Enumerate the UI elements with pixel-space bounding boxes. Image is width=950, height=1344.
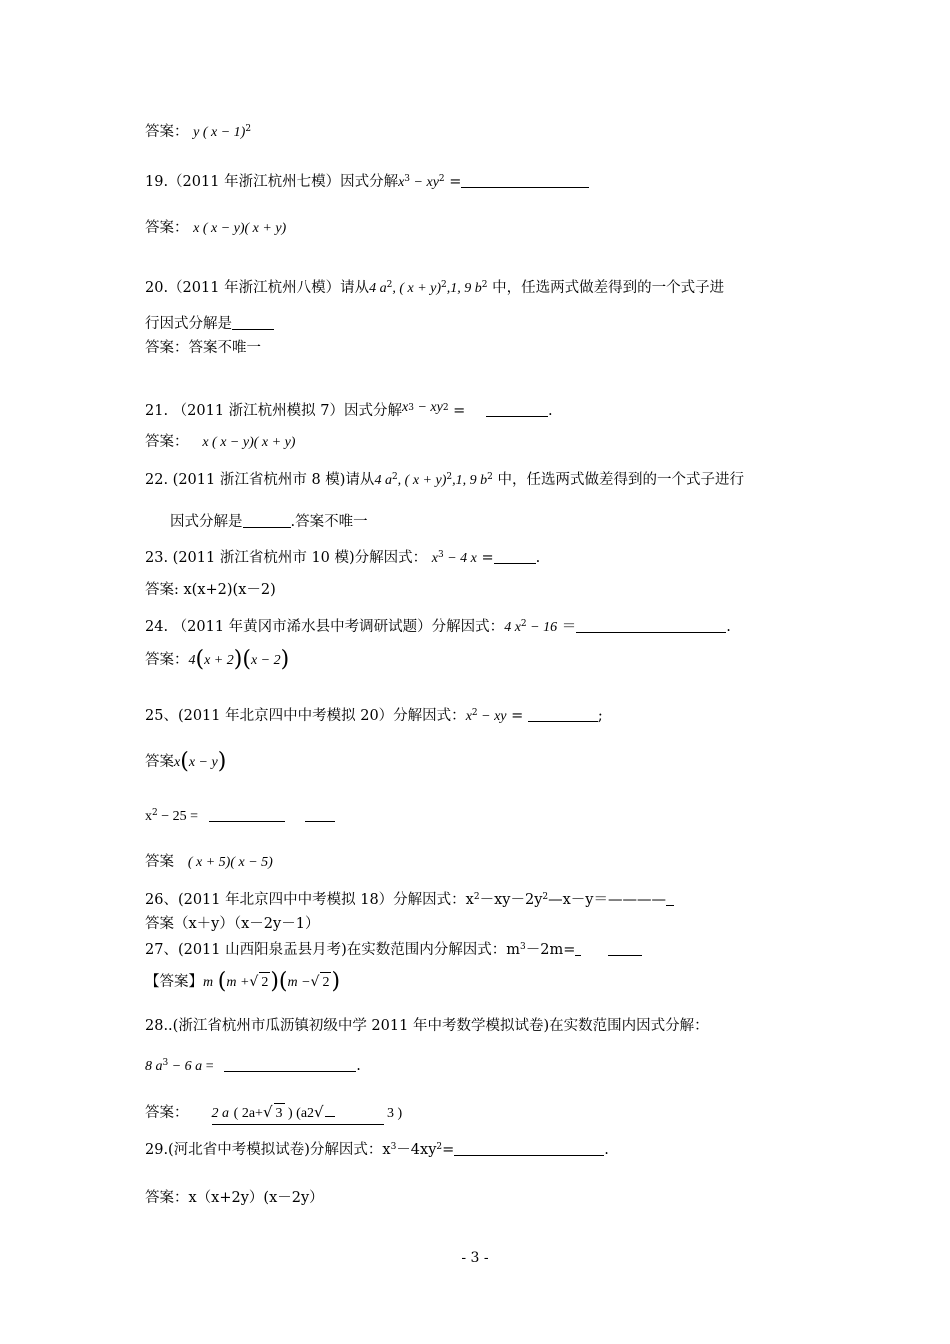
question-29: 29.(河北省中考模拟试卷)分解因式：$x^3-4xy^2=$ .: [145, 1142, 609, 1158]
question-22-line2: 因式分解是 .答案不唯一: [170, 514, 368, 530]
answer-24: 答案：4(x + 2)(x − 2): [145, 647, 290, 672]
question-28-line2: 8 $a^3 - 6$ a = .: [145, 1058, 361, 1074]
answer-blank: [486, 402, 548, 417]
answer-20: 答案：答案不唯一: [145, 340, 261, 356]
answer-23: 答案: x(x+2)(x－2): [145, 582, 276, 598]
answer-blank-2: [608, 941, 642, 956]
answer-blank: [528, 707, 598, 722]
question-28-line1: 28..(浙江省杭州市瓜沥镇初级中学 2011 年中考数学模拟试卷)在实数范围内因式分解：: [145, 1018, 709, 1034]
answer-blank: [666, 891, 674, 906]
question-20-line1: 20.（2011 年浙江杭州八模）请从4 $a^2$, ( x + y)$^2$,1, 9 $b^2$ 中，任选两式做差得到的一个式子进: [145, 280, 725, 296]
answer-blank: [232, 315, 274, 330]
question-23: 23. (2011 浙江省杭州市 10 模)分解因式： $x^3 - 4$ x = .: [145, 550, 541, 566]
answer-blank: [494, 549, 536, 564]
question-25b: $x^2 - 25$ =: [145, 806, 335, 827]
question-24: 24. （2011 年黄冈市浠水县中考调研试题）分解因式：4 $x^2 - 16$ ＝ .: [145, 619, 731, 635]
answer-27: 【答案】m (m +√ 2)(m −√ 2): [145, 969, 341, 994]
question-27: 27、(2011 山西阳泉盂县月考)在实数范围内分解因式：$m^3-2m=$: [145, 940, 642, 960]
answer-29: 答案：x（x+2y）(x－2y）: [145, 1190, 324, 1206]
answer-blank: [243, 513, 291, 528]
page-number: - 3 -: [461, 1250, 489, 1266]
question-21: 21. （2011 浙江杭州模拟 7）因式分解$x^3 - xy^2$ = .: [145, 400, 553, 419]
answer-blank: [224, 1057, 356, 1072]
answer-26: 答案（x＋y）（x－2y－1）: [145, 916, 320, 932]
answer-19: 答案： x ( x − y)( x + y): [145, 220, 287, 236]
answer-18: 答案： y ( x − 1)$^2$: [145, 124, 252, 140]
question-26: 26、(2011 年北京四中中考模拟 18）分解因式：$x^2-xy-2y^2—x-y=————$: [145, 890, 674, 910]
answer-blank-2: [305, 807, 335, 822]
question-22-line1: 22. (2011 浙江省杭州市 8 模)请从4 $a^2$, ( x + y)$^2$,1, 9 $b^2$ 中，任选两式做差得到的一个式子进行: [145, 472, 744, 488]
answer-blank: [454, 1141, 604, 1156]
answer-25b: 答案 ( x + 5)( x − 5): [145, 854, 273, 870]
answer-28: 答案： 2 a ( 2a+√ 3 ) (a2√ 3 ): [145, 1102, 402, 1125]
question-25: 25、(2011 年北京四中中考模拟 20）分解因式：$x^2$ − xy = ;: [145, 708, 603, 724]
answer-blank: [209, 807, 285, 822]
answer-21: 答案： x ( x − y)( x + y): [145, 434, 296, 450]
question-19: 19.（2011 年浙江杭州七模）因式分解$x^3 - xy^2$ =: [145, 172, 589, 193]
answer-blank: [575, 941, 581, 956]
answer-blank: [461, 173, 589, 188]
question-20-line2: 行因式分解是: [145, 314, 274, 334]
answer-blank: [576, 618, 726, 633]
answer-25: 答案x(x − y): [145, 749, 227, 774]
